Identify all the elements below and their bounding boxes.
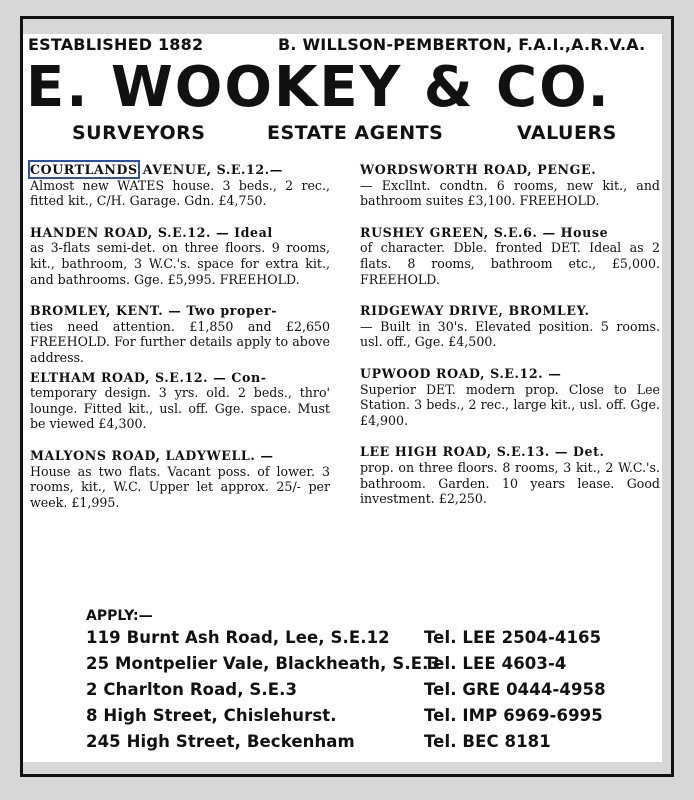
listing-courtlands-avenue [30,162,330,209]
service-surveyors: SURVEYORS [72,122,206,144]
listing-headline-rest: — Two proper- [163,303,278,319]
listing-headline: BROMLEY, KENT. [30,303,164,319]
apply-section [86,608,626,758]
listing-headline: LEE HIGH ROAD, S.E.13. [360,444,550,460]
office-row [86,732,626,758]
partner-line: B. WILLSON-PEMBERTON, F.A.I.,A.R.V.A. [278,35,646,54]
border-rule-bottom [20,774,674,777]
listing-body: ties need attention. £1,850 and £2,650 FREEHOLD. For further details apply to above address. [30,318,330,365]
listing-ridgeway-drive [360,303,660,350]
listing-lee-high-road [360,444,660,506]
office-telephone: Tel. BEC 8181 [424,732,551,751]
listing-rushey-green [360,225,660,287]
listing-handen-road [30,225,330,287]
office-row [86,680,626,706]
listing-bromley-kent [30,303,330,365]
listing-headline: WORDSWORTH ROAD, PENGE. [360,162,597,177]
office-address: 245 High Street, Beckenham [86,732,355,751]
listing-body: temporary design. 3 yrs. old. 2 beds., thro' lounge. Fitted kit., usl. off. Gge. space. Must be viewed £4,300. [30,385,330,432]
listing-body: House as two flats. Vacant poss. of lower. 3 rooms, kit., W.C. Upper let approx. 25/- per week. £1,995. [30,463,330,510]
listings-column-right [360,162,660,523]
office-telephone: Tel. LEE 2504-4165 [424,628,602,647]
services-row [0,122,694,150]
office-address: 2 Charlton Road, S.E.3 [86,680,298,699]
office-address: 8 High Street, Chislehurst. [86,706,337,725]
office-telephone: Tel. IMP 6969-6995 [424,706,603,725]
office-row [86,628,626,654]
listing-headline-rest: — Con- [208,369,267,385]
office-address: 25 Montpelier Vale, Blackheath, S.E.3 [86,654,441,673]
office-row [86,706,626,732]
apply-label: APPLY:— [86,608,153,624]
listing-headline: MALYONS ROAD, LADYWELL. [30,447,256,463]
listing-body: of character. Dble. fronted DET. Ideal as 2 flats. 8 rooms, bathroom etc., £5,000. FREEHOLD. [360,240,660,287]
listing-headline: RIDGEWAY DRIVE, BROMLEY. [360,303,590,319]
listing-upwood-road [360,366,660,428]
listing-headline-rest: — Ideal [210,224,273,240]
listing-headline: RUSHEY GREEN, S.E.6. [360,224,538,240]
listing-body: prop. on three floors. 8 rooms, 3 kit., 2 W.C.'s. bathroom. Garden. 10 years lease. Good investment. £2,250. [360,459,660,507]
listing-body: — Excllnt. condtn. 6 rooms, new kit., and bathroom suites £3,100. FREEHOLD. [360,177,660,209]
listing-body: Superior DET. modern prop. Close to Lee Station. 3 beds., 2 rec., large kit., usl. off. Gge. £4,900. [360,381,660,428]
listing-malyons-road [30,448,330,510]
listing-headline-rest: — Det. [549,444,605,460]
office-telephone: Tel. GRE 0444-4958 [424,680,606,699]
service-estate-agents: ESTATE AGENTS [267,122,444,144]
firm-name: E. WOOKEY & CO. [26,55,611,120]
listing-headline-rest: — [543,365,562,381]
listing-headline-rest: — [255,447,274,463]
listing-headline-rest: AVENUE, S.E.12.— [137,162,283,177]
listing-headline-highlighted[interactable]: COURTLANDS [30,162,138,177]
listing-headline: UPWOOD ROAD, S.E.12. [360,365,544,381]
listing-eltham-road [30,370,330,432]
listing-wordsworth-road [360,162,660,209]
border-rule-top [20,16,674,19]
office-telephone: Tel. LEE 4603-4 [424,654,567,673]
listing-body: Almost new WATES house. 3 beds., 2 rec., fitted kit., C/H. Garage. Gdn. £4,750. [30,177,330,209]
listing-headline: ELTHAM ROAD, S.E.12. [30,369,209,385]
office-address: 119 Burnt Ash Road, Lee, S.E.12 [86,628,390,647]
service-valuers: VALUERS [517,122,617,144]
listing-body: as 3-flats semi-det. on three floors. 9 rooms, kit., bathroom, 3 W.C.'s. space for extra kit., and bathrooms. Gge. £5,995. FREEHOLD. [30,240,330,287]
listing-headline-rest: — House [537,224,609,240]
listing-headline: HANDEN ROAD, S.E.12. [30,224,211,240]
established-line: ESTABLISHED 1882 [28,35,204,54]
listing-body: — Built in 30's. Elevated position. 5 rooms. usl. off., Gge. £4,500. [360,318,660,350]
listings-column-left [30,162,330,526]
office-row [86,654,626,680]
